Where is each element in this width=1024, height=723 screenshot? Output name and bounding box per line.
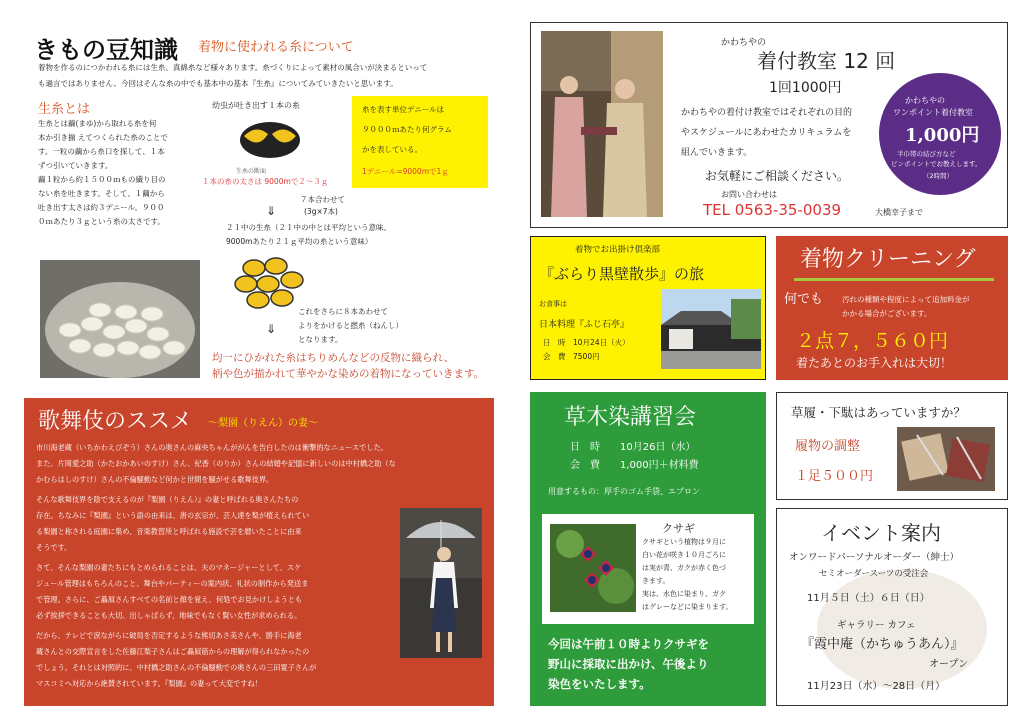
cocoon-caption: 生糸の断面 [236, 168, 267, 175]
class-desc-3: 組んでいきます。 [681, 148, 753, 158]
dye-bring: 用意するもの：厚手のゴム手袋、エプロン [548, 487, 700, 496]
kiito-heading: 生糸とは [38, 102, 91, 117]
eight-line-1: これをさらに８本あわせて [298, 307, 388, 316]
arrow-down-icon: ⇓ [266, 204, 277, 218]
cocoon-photo [40, 260, 200, 378]
kimono-subtitle: 着物に使われる糸について [198, 40, 354, 55]
kiito-text: 生糸とは繭(まゆ)から取れる糸を何 本か引き揃 えてつくられた糸のことで す。一粒の繭から糸口を探して、１本 ずつ引いていきます。 繭１粒から約１５００ｍもの繊り目の ない糸を吐きます。そして、１繭から 吐き出す太さは約３デニール。９００ ０ｍあたり３ｇという糸の太さです。 [38, 119, 168, 226]
conclusion-2: 柄や色が描かれて華やかな染めの着物になっていきます。 [212, 368, 485, 380]
kimono-title: きもの豆知識 [34, 36, 178, 64]
outing-top: 着物でお出掛け倶楽部 [575, 245, 661, 255]
event-line-7: 11月23日（水）～28日（月） [807, 681, 946, 692]
zori-photo [897, 427, 995, 491]
class-small-title: かわちやの [721, 38, 767, 48]
kusagi-photo [550, 524, 636, 612]
class-contact-label: お問い合わせは [721, 190, 777, 199]
class-price: 1回1000円 [769, 80, 842, 96]
event-line-5: 『霞中庵（かちゅうあん）』 [801, 637, 964, 652]
kabuki-p3: さて、そんな梨園の妻たちにもとめられることは、夫のマネージャーとして、スケ ジュール管理はもちろんのこと、舞台やパーティーの案内状、礼状の制作から発送ま で管理。さらに、ご贔屓さんすべての名前と顔を覚え、何処でお見かけしようとも 必ず挨拶できることも大切。出しゃばらず、地味でもなく賢い女性が求められる。 [36, 563, 309, 620]
thread-cross-section-diagram [238, 120, 302, 164]
dye-panel [530, 392, 766, 706]
class-title: 着付教室 12 回 [757, 49, 896, 73]
class-tel: TEL 0563-35-0039 [703, 201, 842, 219]
arrow-down-icon-2: ⇓ [266, 322, 277, 336]
cleaning-divider [794, 278, 994, 281]
class-photo [541, 31, 663, 217]
dye-foot-2: 野山に採取に出かけ、午後より [548, 657, 709, 671]
eight-line-2: よりをかけると撚糸（ねんし） [298, 321, 403, 330]
twentyone-thread-2: 9000mあたり２１ｇ平均の糸という意味） [226, 237, 373, 246]
kimono-intro-2: も過言ではありません。今回はそんな糸の中でも基本中の基本『生糸』についてみていきたいと思います。 [38, 79, 398, 88]
kabuki-wife-photo [400, 508, 482, 658]
kusagi-card [542, 514, 754, 624]
dye-foot-3: 染色をいたします。 [548, 677, 651, 691]
cleaning-price: ２点７，５６０円 [796, 330, 949, 352]
event-line-6: オープン [929, 659, 969, 670]
class-panel [530, 22, 1008, 228]
class-person: 大橋幸子まで [875, 208, 923, 217]
event-line-1: オンワードパーソナルオーダー（紳士） [789, 552, 959, 563]
kabuki-panel [24, 398, 494, 706]
kimono-intro-1: 着物を作るのにつかわれる糸には生糸、真綿糸など様々あります。糸づくりによって素材の風合いが決まるといって [38, 63, 428, 72]
seven-combine: ７本合わせて [300, 195, 345, 204]
kabuki-subtitle: ～梨園（りえん）の妻～ [208, 418, 318, 429]
eight-line-3: となります。 [298, 335, 343, 344]
event-title: イベント案内 [821, 521, 941, 545]
conclusion-1: 均一にひかれた糸はちりめんなどの反物に織られ、 [212, 352, 455, 364]
cleaning-panel [776, 236, 1008, 380]
outing-title: 『ぶらり黒壁散歩』の旅 [539, 265, 705, 283]
cleaning-slogan: 着たあとのお手入れは大切！ [796, 356, 953, 370]
dye-date: 日 時 10月26日（水） [570, 442, 696, 453]
kabuki-p2: そんな歌舞伎界を陰で支えるのが『梨園（りえん）』の妻と呼ばれる奥さんたちの 存在。ちなみに『梨園』という語の由来は、唐の玄宗が、芸人達を梨が植えられてい る梨園と称される庭園に集め、音楽教習所と呼ばれる施設で芸を磨いたことに由来 そうです。 [36, 495, 310, 552]
kusagi-text: クサギという植物は９月に 白い花が咲き１０月ごろに は実が青、ガクが赤く色づ きます。 実は、水色に染まり、ガク はグレーなどに染まります。 [642, 538, 733, 611]
class-desc-2: やスケジュールにあわせたカリキュラムを [681, 128, 852, 138]
kurokabe-photo [661, 289, 761, 369]
outing-meal-label: お食事は [539, 300, 567, 308]
twentyone-thread-1: ２１中の生糸（２１中の中とは平均という意味。 [226, 223, 391, 232]
outing-fee: 会 費 7500円 [543, 352, 600, 361]
cocoon-bundle-diagram [234, 254, 304, 310]
outing-panel [530, 236, 766, 380]
event-panel [776, 508, 1008, 706]
event-line-2: セミオーダースーツの受注会 [819, 569, 929, 579]
larva-label: 幼虫が吐き出す１本の糸 [212, 101, 300, 110]
cleaning-anything: 何でも [784, 292, 824, 307]
outing-date: 日 時 10月24日（火） [543, 338, 630, 347]
single-thread-weight: １本の糸の太さは 9000mで２～３ｇ [202, 177, 329, 186]
seven-combine-sub: (3g×7本) [304, 207, 338, 216]
cleaning-title: 着物クリーニング [800, 247, 976, 272]
zori-sub: 履物の調整 [795, 439, 861, 454]
dye-title: 草木染講習会 [564, 405, 697, 430]
dye-fee: 会 費 1,000円＋材料費 [570, 460, 699, 471]
denier-box: 糸を表す単位デニールは ９０００ｍあたり何グラム かを表している。 1デニール=9000mで1ｇ [352, 96, 488, 188]
zori-panel [776, 392, 1008, 500]
cleaning-note-2: かかる場合がございます。 [842, 309, 932, 318]
class-consult: お気軽にご相談ください。 [705, 169, 850, 183]
zori-price: １足５００円 [795, 469, 874, 484]
zori-title: 草履・下駄はあっていますか？ [791, 405, 966, 420]
event-line-3: 11月５日（土）６日（日） [807, 593, 930, 604]
event-line-4: ギャラリー カフェ [837, 620, 916, 631]
one-point-badge: かわちやの ワンポイント着付教室 1,000円 半巾帯の結び方など ピンポイントでお教えします。 （2時間） [879, 73, 1001, 195]
outing-restaurant: 日本料理『ふじ石亭』 [539, 320, 630, 330]
dye-foot-1: 今回は午前１０時よりクサギを [548, 637, 709, 651]
cleaning-note-1: 汚れの種類や程度によって追加料金が [842, 295, 970, 304]
kabuki-p4: だから、テレビで涙ながらに破局を否定するような熊切あさ美さんや、勝手に海老 蔵さんとの交際宣言をした佐藤江梨子さんはご贔屓筋からの理解が得られなかったの でしょう。それとは対照的に、中村橋之助さんの不倫騒動での奥さんの三田寛子さんが マスコミへ対応から絶賛されています。『梨園』の妻って大変ですね！ [36, 631, 317, 688]
kusagi-title: クサギ [662, 522, 695, 535]
class-desc-1: かわちやの着付け教室ではそれぞれの目的 [681, 108, 853, 118]
kabuki-p1: 市川海老蔵（いちかわえびぞう）さんの奥さんの麻央ちゃんががんを告白したのは衝撃的なニュースでした。 また、片岡愛之助（かたおかあいのすけ）さん、紀香（のりか）さんの結婚や記憶に新しいのは中村橋之助（な かむらはしのすけ）さんの不倫騒動など何かと世間を騒がせる歌舞伎界。 [36, 443, 396, 484]
kabuki-title: 歌舞伎のススメ [38, 409, 193, 434]
